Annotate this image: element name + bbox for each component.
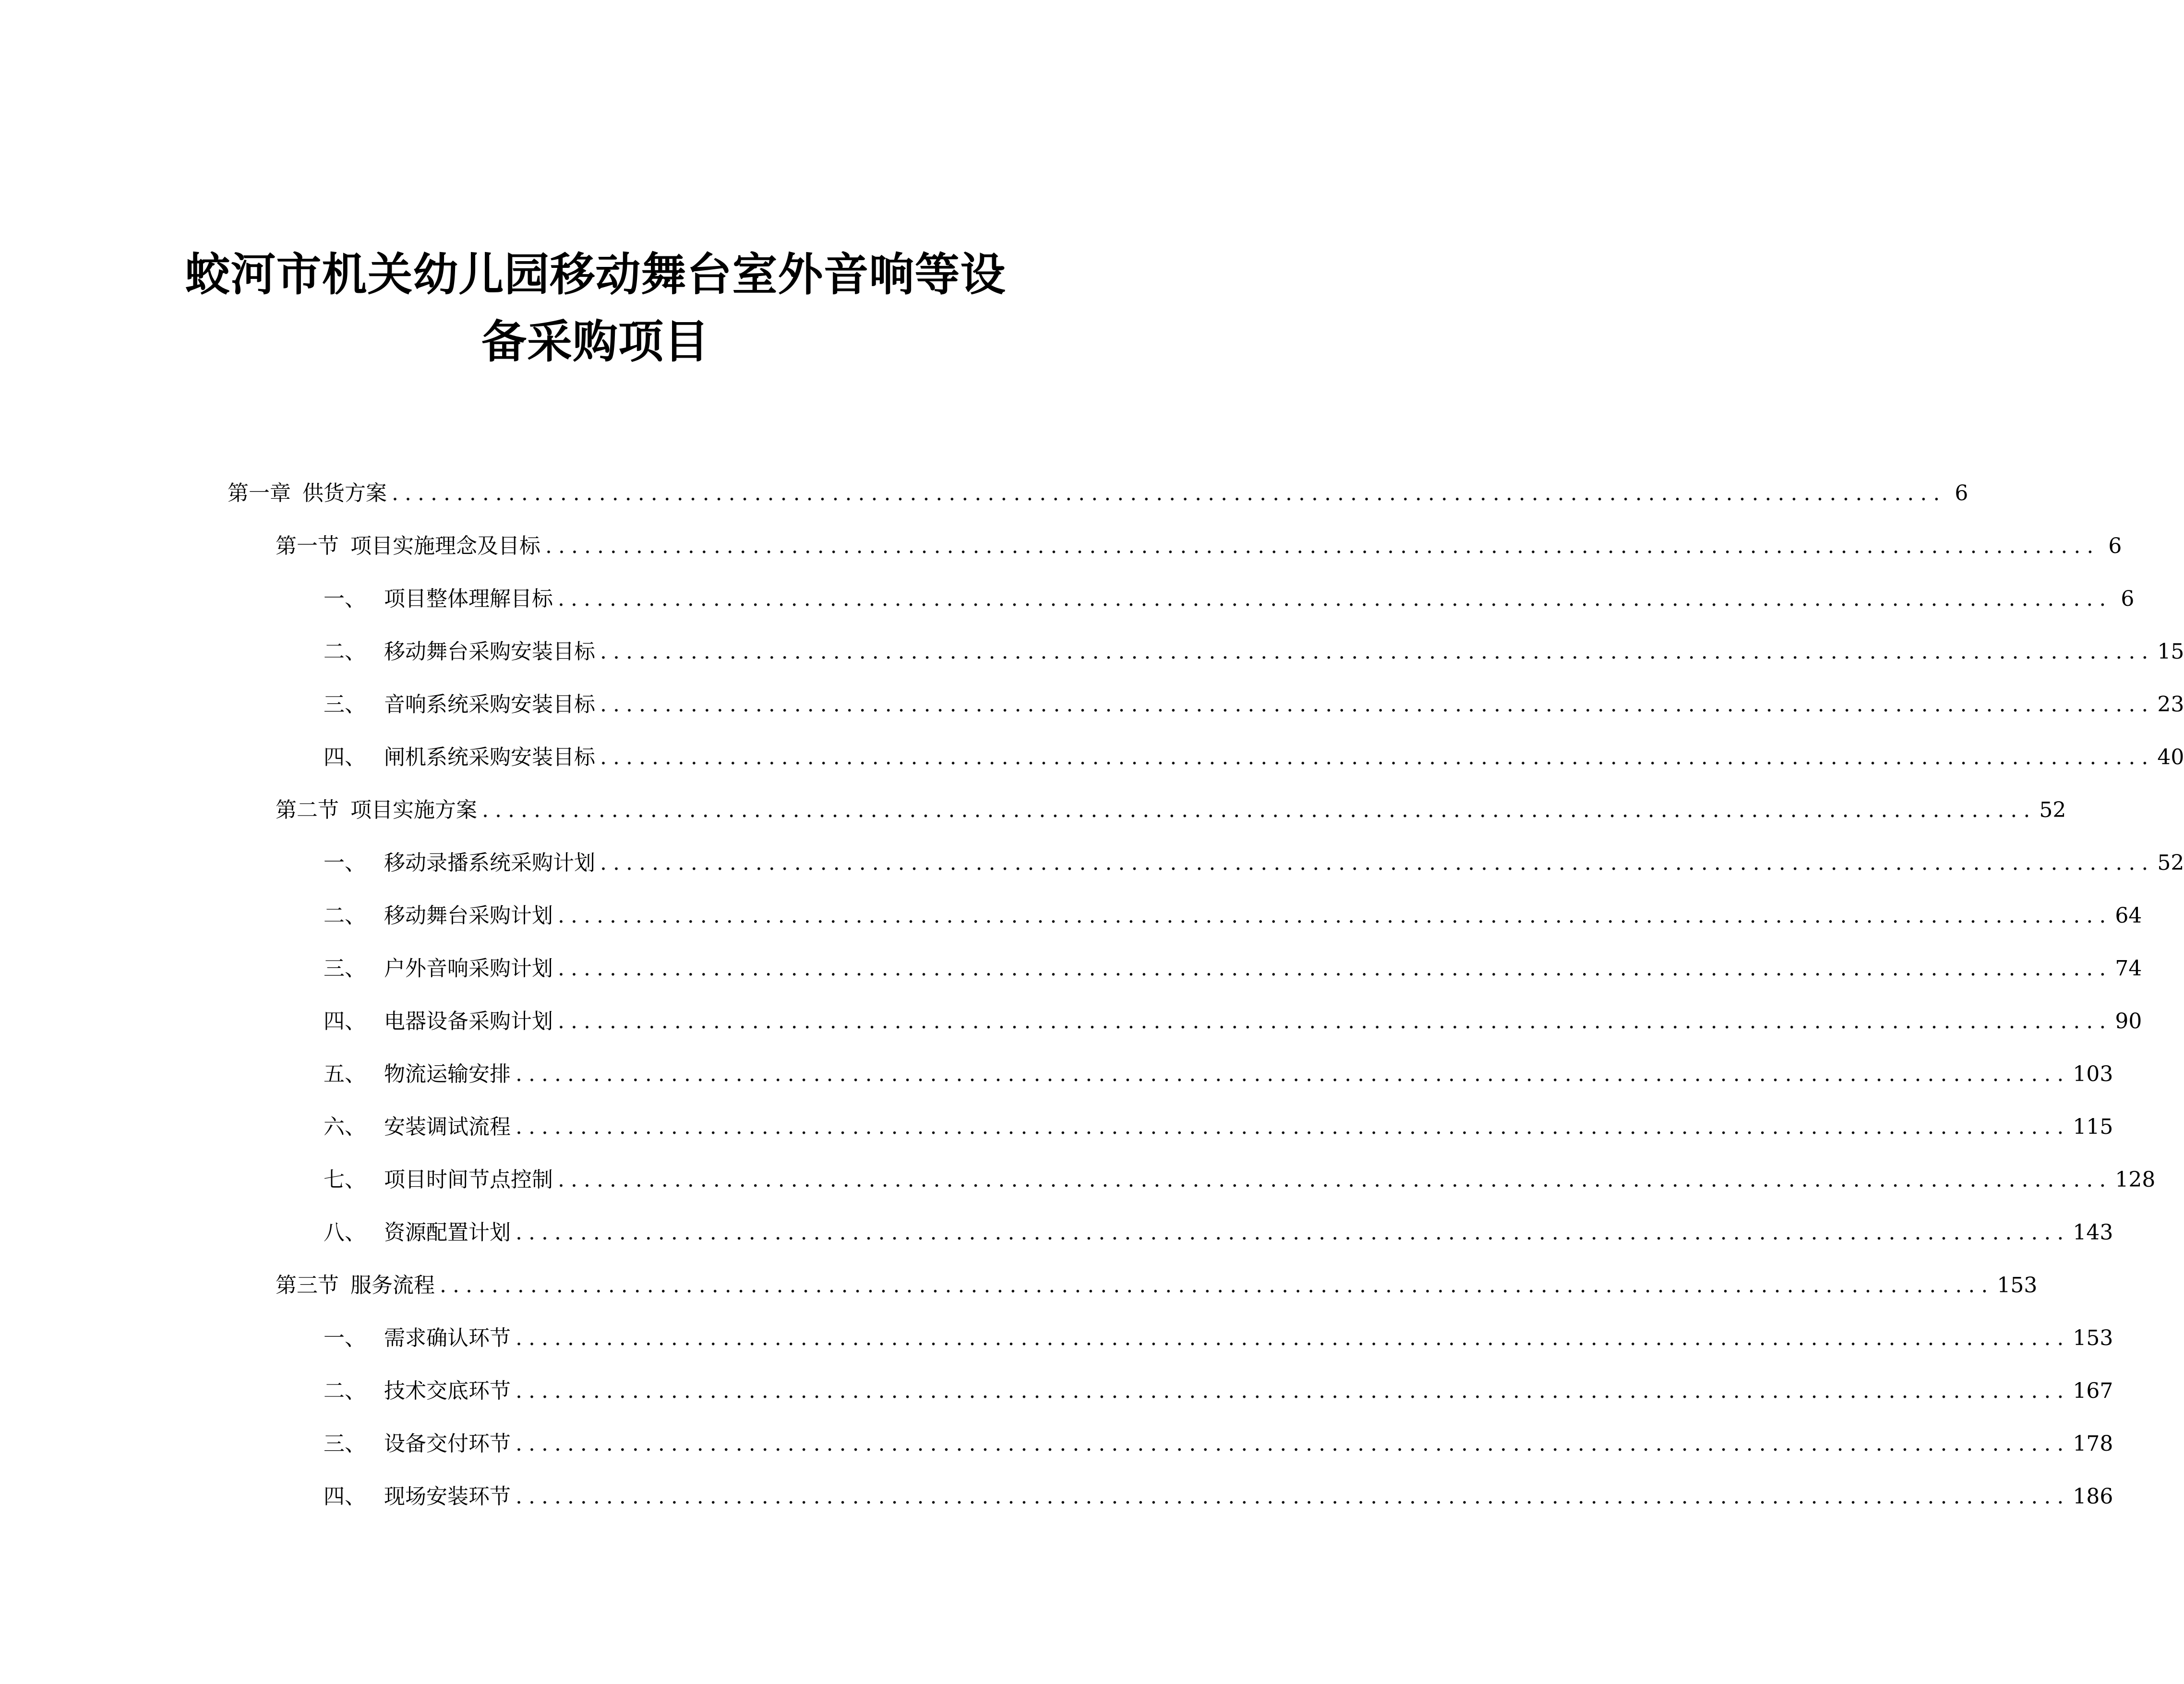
toc-entry-number: 七、 (324, 1167, 366, 1192)
toc-leader-dots: ........................................................................................................................ (482, 798, 2037, 822)
toc-entry-item[interactable] (324, 1166, 2156, 1194)
toc-entry-number: 四、 (324, 1009, 366, 1034)
toc-entry-title: 现场安装环节 (384, 1484, 511, 1509)
toc-entry-page: 103 (2073, 1062, 2113, 1086)
toc-entry-number: 三、 (324, 1431, 366, 1456)
toc-entry-section[interactable] (276, 532, 2122, 561)
toc-leader-dots: ........................................................................................................................ (558, 903, 2112, 928)
toc-entry-title: 户外音响采购计划 (384, 956, 553, 981)
toc-entry-title: 项目实施理念及目标 (350, 534, 540, 558)
toc-entry-page: 153 (1997, 1273, 2038, 1298)
toc-leader-dots: ........................................................................................................................ (600, 692, 2155, 717)
toc-entry-item[interactable] (324, 1482, 2113, 1511)
toc-leader-dots: ........................................................................................................................ (392, 481, 1946, 505)
toc-entry-page: 15 (2157, 639, 2184, 664)
toc-leader-dots: ........................................................................................................................ (545, 534, 2100, 558)
toc-leader-dots: ........................................................................................................................ (516, 1220, 2070, 1245)
toc-entry-page: 128 (2115, 1167, 2156, 1192)
toc-entry-number: 三、 (324, 956, 366, 981)
toc-entry-item[interactable] (324, 1430, 2113, 1458)
toc-entry-number: 五、 (324, 1062, 366, 1086)
toc-entry-item[interactable] (324, 743, 2184, 772)
toc-entry-title: 服务流程 (350, 1273, 435, 1298)
toc-leader-dots: ........................................................................................................................ (516, 1379, 2070, 1403)
toc-entry-number: 二、 (324, 639, 366, 664)
toc-entry-item[interactable] (324, 954, 2142, 983)
toc-entry-page: 178 (2073, 1431, 2113, 1456)
toc-entry-title: 技术交底环节 (384, 1379, 511, 1403)
toc-entry-title: 音响系统采购安装目标 (384, 692, 595, 717)
toc-entry-item[interactable] (324, 1007, 2142, 1036)
toc-entry-item[interactable] (324, 690, 2184, 719)
document-title-line-2: 备采购项目 (481, 315, 709, 368)
toc-entry-number: 一、 (324, 1326, 366, 1350)
toc-entry-page: 40 (2157, 745, 2184, 770)
toc-entry-item[interactable] (324, 1218, 2113, 1247)
toc-entry-page: 90 (2115, 1009, 2142, 1034)
toc-entry-number: 二、 (324, 903, 366, 928)
toc-leader-dots: ........................................................................................................................ (516, 1326, 2070, 1350)
toc-entry-section[interactable] (276, 1271, 2038, 1300)
toc-entry-title: 物流运输安排 (384, 1062, 511, 1086)
toc-leader-dots: ........................................................................................................................ (516, 1431, 2070, 1456)
toc-entry-page: 6 (2121, 587, 2135, 611)
toc-entry-title: 移动舞台采购安装目标 (384, 639, 595, 664)
toc-entry-page: 52 (2157, 851, 2184, 875)
toc-entry-page: 74 (2115, 956, 2142, 981)
toc-entry-page: 23 (2157, 692, 2184, 717)
toc-entry-number: 第一节 (276, 534, 339, 558)
toc-entry-item[interactable] (324, 902, 2142, 930)
toc-entry-item[interactable] (324, 1113, 2113, 1142)
toc-entry-item[interactable] (324, 585, 2135, 613)
toc-entry-title: 需求确认环节 (384, 1326, 511, 1350)
toc-entry-number: 四、 (324, 745, 366, 770)
toc-entry-page: 143 (2073, 1220, 2113, 1245)
toc-entry-title: 设备交付环节 (384, 1431, 511, 1456)
toc-entry-page: 6 (1955, 481, 1968, 505)
toc-entry-page: 186 (2073, 1484, 2113, 1509)
toc-entry-title: 项目实施方案 (350, 798, 477, 822)
toc-entry-title: 项目整体理解目标 (384, 587, 553, 611)
toc-leader-dots: ........................................................................................................................ (516, 1484, 2070, 1509)
toc-entry-number: 一、 (324, 851, 366, 875)
toc-leader-dots: ........................................................................................................................ (440, 1273, 1994, 1298)
toc-entry-title: 项目时间节点控制 (384, 1167, 553, 1192)
toc-leader-dots: ........................................................................................................................ (558, 1167, 2112, 1192)
toc-entry-number: 四、 (324, 1484, 366, 1509)
toc-leader-dots: ........................................................................................................................ (558, 587, 2112, 611)
toc-entry-number: 第三节 (276, 1273, 339, 1298)
toc-entry-item[interactable] (324, 638, 2184, 666)
toc-entry-number: 三、 (324, 692, 366, 717)
toc-entry-number: 六、 (324, 1115, 366, 1139)
toc-entry-title: 供货方案 (302, 481, 387, 505)
toc-leader-dots: ........................................................................................................................ (558, 956, 2112, 981)
toc-entry-title: 安装调试流程 (384, 1115, 511, 1139)
document-title-line-1: 蛟河市机关幼儿园移动舞台室外音响等设 (185, 248, 1006, 301)
toc-entry-chapter[interactable] (228, 479, 1968, 508)
toc-entry-number: 二、 (324, 1379, 366, 1403)
toc-entry-title: 电器设备采购计划 (384, 1009, 553, 1034)
toc-entry-page: 167 (2073, 1379, 2113, 1403)
toc-entry-page: 52 (2039, 798, 2066, 822)
toc-entry-page: 115 (2073, 1115, 2113, 1139)
toc-entry-title: 资源配置计划 (384, 1220, 511, 1245)
toc-leader-dots: ........................................................................................................................ (600, 639, 2155, 664)
toc-entry-item[interactable] (324, 1060, 2113, 1089)
toc-leader-dots: ........................................................................................................................ (558, 1009, 2112, 1034)
toc-entry-item[interactable] (324, 1324, 2113, 1353)
toc-leader-dots: ........................................................................................................................ (600, 745, 2155, 770)
toc-entry-item[interactable] (324, 1377, 2113, 1406)
toc-entry-title: 移动录播系统采购计划 (384, 851, 595, 875)
toc-entry-page: 6 (2108, 534, 2122, 558)
toc-entry-page: 153 (2073, 1326, 2113, 1350)
toc-entry-section[interactable] (276, 796, 2066, 825)
toc-entry-title: 闸机系统采购安装目标 (384, 745, 595, 770)
toc-entry-page: 64 (2115, 903, 2142, 928)
toc-entry-number: 第一章 (228, 481, 291, 505)
toc-entry-number: 一、 (324, 587, 366, 611)
toc-entry-number: 第二节 (276, 798, 339, 822)
toc-entry-title: 移动舞台采购计划 (384, 903, 553, 928)
toc-leader-dots: ........................................................................................................................ (516, 1062, 2070, 1086)
toc-leader-dots: ........................................................................................................................ (516, 1115, 2070, 1139)
toc-leader-dots: ........................................................................................................................ (600, 851, 2155, 875)
toc-entry-number: 八、 (324, 1220, 366, 1245)
toc-entry-item[interactable] (324, 849, 2184, 878)
